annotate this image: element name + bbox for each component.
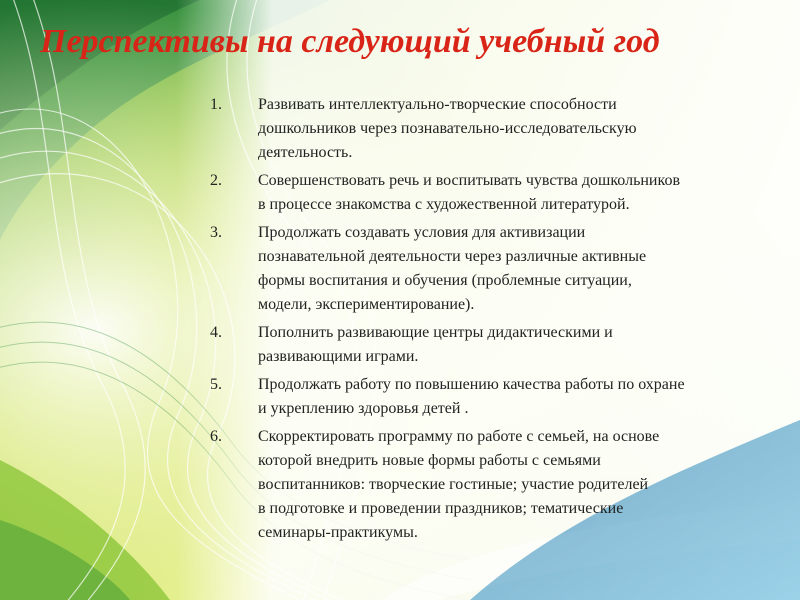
list-item [210,93,795,165]
list-item-text [258,321,795,369]
list-item-line: Продолжать создавать условия для активизации [258,224,586,241]
list-item-line: и укреплению здоровья детей . [258,400,469,417]
list-item-line: познавательной деятельности через различные активные [258,248,647,265]
list-item-text [258,169,795,217]
list-item-text [258,373,795,421]
list-item [210,321,795,369]
list-item-line: дошкольников через познавательно-исследовательскую [258,120,637,137]
list-item-text [258,93,795,165]
slide-title: Перспективы на следующий учебный год [40,23,660,60]
list-item [210,221,795,317]
list-item-line: формы воспитания и обучения (проблемные ситуации, [258,272,632,289]
list-item-line: Скорректировать программу по работе с семьей, на основе [258,428,660,445]
list-item-number: 6. [210,428,222,445]
perspectives-list [210,93,795,549]
list-item-number: 1. [210,96,222,113]
list-item-text [258,221,795,317]
list-item-text [258,425,795,545]
list-item-number: 4. [210,324,222,341]
list-item-line: в подготовке и проведении праздников; тематические [258,500,624,517]
list-item-line: Пополнить развивающие центры дидактическими и [258,324,613,341]
list-item-line: Развивать интеллектуально-творческие способности [258,96,617,113]
list-item-line: воспитанников: творческие гостиные; участие родителей [258,476,649,493]
list-item-line: которой внедрить новые формы работы с семьями [258,452,601,469]
list-item-number: 2. [210,172,222,189]
list-item-line: Совершенствовать речь и воспитывать чувства дошкольников [258,172,680,189]
list-item-number: 5. [210,376,222,393]
list-item-line: в процессе знакомства с художественной литературой. [258,196,630,213]
list-item-line: семинары-практикумы. [258,524,418,541]
list-item-line: Продолжать работу по повышению качества работы по охране [258,376,685,393]
list-item [210,169,795,217]
list-item-line: деятельность. [258,144,353,161]
list-item-line: модели, экспериментирование). [258,296,475,313]
list-item [210,373,795,421]
list-item-line: развивающими играми. [258,348,419,365]
list-item [210,425,795,545]
list-item-number: 3. [210,224,222,241]
